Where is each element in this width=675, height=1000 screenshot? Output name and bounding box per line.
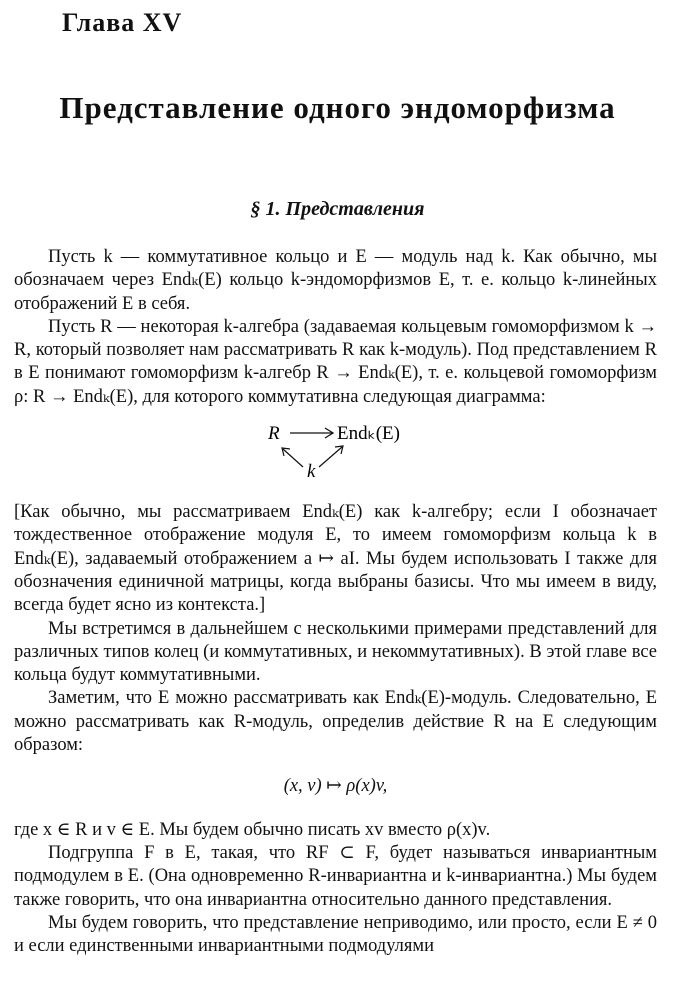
paragraph-1: Пусть k — коммутативное кольцо и E — модуль над k. Как обычно, мы обозначаем через Endₖ(E) кольцо k-эндоморфизмов E, т. е. кольцо k-линейных отображений E в себя. <box>14 247 657 314</box>
paragraph-7: Подгруппа F в E, такая, что RF ⊂ F, будет называться инвариантным подмодулем в E. (Она одновременно R-инвариантна и k-инвариантна.) Мы будем также говорить, что она инвариантна относительно данного представления. <box>14 842 657 910</box>
diagram-svg <box>14 417 657 495</box>
chapter-title: Представление одного эндоморфизма <box>59 90 616 125</box>
paragraph-2: Пусть R — некоторая k-алгебра (задаваемая кольцевым гомоморфизмом k → R, который позволяет нам рассматривать R как k-модуль). Под представлением R в E понимают гомоморфизм k-алгебр R → Endₖ(E), т. е. кольцевой гомоморфизм ρ: R → Endₖ(E), для которого коммутативна следующая диаграмма: <box>14 316 657 407</box>
commutative-diagram <box>14 417 657 495</box>
paragraph-3: [Как обычно, мы рассматриваем Endₖ(E) как k-алгебру; если I обозначает тождественное отображение модуля E, то имеем гомоморфизм кольца k в Endₖ(E), задаваемый отображением a ↦ aI. Мы будем использовать I также для обозначения единичной матрицы, когда выбраны базисы. Что мы имеем в виду, всегда будет ясно из контекста.] <box>14 502 657 616</box>
diagram-node-left: R <box>268 423 280 445</box>
paragraph-5: Заметим, что E можно рассматривать как Endₖ(E)-модуль. Следовательно, E можно рассматривать как R-модуль, определив действие R на E следующим образом: <box>14 688 657 756</box>
body-text <box>14 246 657 958</box>
chapter-label: Глава XV <box>62 8 183 37</box>
paragraph-4: Мы встретимся в дальнейшем с несколькими примерами представлений для различных типов колец (и коммутативных, и некоммутативных). В этой главе все кольца будут коммутативными. <box>14 618 657 686</box>
diagram-node-right: Endₖ(E) <box>337 423 400 445</box>
diagram-node-bottom: k <box>307 461 316 483</box>
paragraph-6: где x ∈ R и v ∈ E. Мы будем обычно писать xv вместо ρ(x)v. <box>14 819 491 840</box>
diagram-arrow-left <box>283 449 303 467</box>
diagram-arrow-right <box>319 447 342 467</box>
action-formula: (x, v) ↦ ρ(x)v, <box>283 776 388 797</box>
section-title: § 1. Представления <box>250 198 425 220</box>
paragraph-8: Мы будем говорить, что представление неприводимо, или просто, если E ≠ 0 и если единственными инвариантными подмодулями <box>14 912 657 957</box>
